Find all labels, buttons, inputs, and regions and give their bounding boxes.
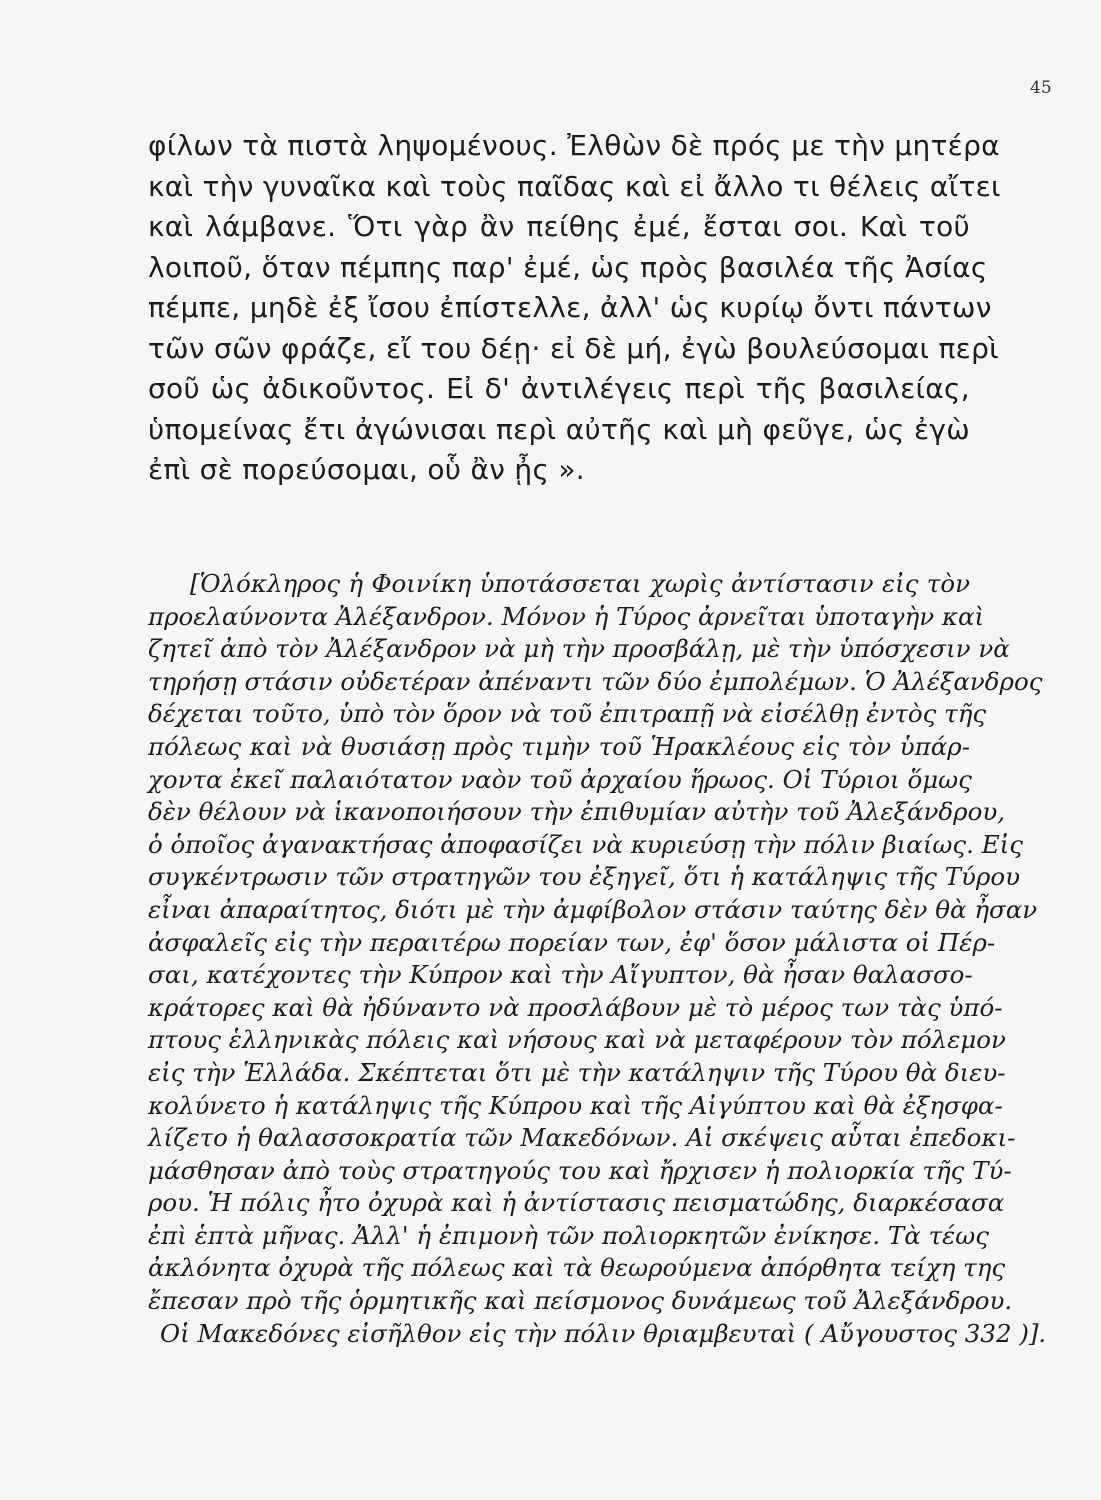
commentary-line: κράτορες καὶ θὰ ἠδύναντο νὰ προσλάβουν μὲ τὸ μέρος των τὰς ὑπό- (148, 992, 1003, 1022)
commentary-line: τηρήσῃ στάσιν οὐδετέραν ἀπέναντι τῶν δύο ἐμπολέμων. Ὁ Ἀλέξανδρος (148, 666, 1043, 696)
text-line: σοῦ ὡς ἀδικοῦντος. Εἰ δ' ἀντιλέγεις περὶ τῆς βασιλείας, (148, 372, 970, 405)
commentary-line: προελαύνοντα Ἀλέξανδρον. Μόνον ἡ Τύρος ἀρνεῖται ὑποταγὴν καὶ (148, 601, 985, 631)
commentary-line: εἰς τὴν Ἑλλάδα. Σκέπτεται ὅτι μὲ τὴν κατάληψιν τῆς Τύρου θὰ διευ- (148, 1057, 1006, 1087)
commentary-line: ρου. Ἡ πόλις ἦτο ὀχυρὰ καὶ ἡ ἀντίστασις πεισματώδης, διαρκέσασα (148, 1188, 1005, 1218)
text-line: ἐπὶ σὲ πορεύσομαι, οὗ ἂν ᾖς ». (148, 453, 586, 486)
commentary-line: μάσθησαν ἀπὸ τοὺς στρατηγούς του καὶ ἤρχισεν ἡ πολιορκία τῆς Τύ- (148, 1155, 1012, 1185)
commentary-line: ἀσφαλεῖς εἰς τὴν περαιτέρω πορείαν των, ἐφ' ὅσον μάλιστα οἱ Πέρ- (148, 927, 996, 957)
commentary-line: δὲν θέλουν νὰ ἱκανοποιήσουν τὴν ἐπιθυμίαν αὐτὴν τοῦ Ἀλεξάνδρου, (148, 797, 1005, 827)
commentary-line: χοντα ἐκεῖ παλαιότατον ναὸν τοῦ ἀρχαίου ἥρωος. Οἱ Τύριοι ὅμως (148, 764, 972, 794)
commentary-line: [Ὁλόκληρος ἡ Φοινίκη ὑποτάσσεται χωρὶς ἀντίστασιν εἰς τὸν (190, 569, 970, 598)
commentary-line: Οἱ Μακεδόνες εἰσῆλθον εἰς τὴν πόλιν θριαμβευταὶ ( Αὔγουστος 332 )]. (160, 1318, 1047, 1348)
commentary-line: συγκέντρωσιν τῶν στρατηγῶν του ἐξηγεῖ, ὅτι ἡ κατάληψις τῆς Τύρου (148, 862, 1020, 892)
quoted-text-block (148, 126, 1001, 491)
commentary-line: ὁ ὁποῖος ἀγανακτήσας ἀποφασίζει νὰ κυριεύσῃ τὴν πόλιν βιαίως. Εἰς (148, 829, 1023, 859)
text-line: φίλων τὰ πιστὰ ληψομένους. Ἐλθὼν δὲ πρός με τὴν μητέρα (148, 129, 1000, 162)
commentary-line: εἶναι ἀπαραίτητος, διότι μὲ τὴν ἀμφίβολον στάσιν ταύτης δὲν θὰ ἦσαν (148, 894, 1038, 924)
commentary-line: δέχεται τοῦτο, ὑπὸ τὸν ὅρον νὰ τοῦ ἐπιτραπῇ νὰ εἰσέλθῃ ἐντὸς τῆς (148, 699, 987, 729)
page-number: 45 (1030, 78, 1052, 98)
commentary-line: σαι, κατέχοντες τὴν Κύπρον καὶ τὴν Αἴγυπτον, θὰ ἦσαν θαλασσο- (148, 960, 973, 990)
commentary-line: κολύνετο ἡ κατάληψις τῆς Κύπρου καὶ τῆς Αἰγύπτου καὶ θὰ ἐξησφα- (148, 1090, 1003, 1120)
text-line: καὶ λάμβανε. Ὅτι γὰρ ἂν πείθης ἐμέ, ἔσται σοι. Καὶ τοῦ (148, 210, 970, 243)
commentary-line: λίζετο ἡ θαλασσοκρατία τῶν Μακεδόνων. Αἱ σκέψεις αὗται ἐπεδοκι- (148, 1123, 1016, 1153)
commentary-line: πτους ἑλληνικὰς πόλεις καὶ νήσους καὶ νὰ μεταφέρουν τὸν πόλεμον (148, 1025, 1006, 1055)
text-line: καὶ τὴν γυναῖκα καὶ τοὺς παῖδας καὶ εἰ ἄλλο τι θέλεις αἴτει (148, 169, 1001, 203)
commentary-line: ἐπὶ ἑπτὰ μῆνας. Ἀλλ' ἡ ἐπιμονὴ τῶν πολιορκητῶν ἐνίκησε. Τὰ τέως (148, 1220, 989, 1250)
text-line: τῶν σῶν φράζε, εἴ του δέῃ· εἰ δὲ μή, ἐγὼ βουλεύσομαι περὶ (148, 331, 999, 365)
commentary-line: ἀκλόνητα ὀχυρὰ τῆς πόλεως καὶ τὰ θεωρούμενα ἀπόρθητα τείχη της (148, 1253, 1006, 1283)
text-line: λοιποῦ, ὅταν πέμπης παρ' ἐμέ, ὡς πρὸς βασιλέα τῆς Ἀσίας (148, 250, 988, 284)
commentary-line: ἔπεσαν πρὸ τῆς ὁρμητικῆς καὶ πείσμονος δυνάμεως τοῦ Ἀλεξάνδρου. (148, 1286, 1013, 1316)
commentary-line: ζητεῖ ἀπὸ τὸν Ἀλέξανδρον νὰ μὴ τὴν προσβάλῃ, μὲ τὴν ὑπόσχεσιν νὰ (148, 634, 1010, 664)
commentary-block (148, 568, 1047, 1350)
text-line: ὑπομείνας ἔτι ἀγώνισαι περὶ αὐτῆς καὶ μὴ φεῦγε, ὡς ἐγὼ (148, 412, 970, 446)
commentary-line: πόλεως καὶ νὰ θυσιάσῃ πρὸς τιμὴν τοῦ Ἡρακλέους εἰς τὸν ὑπάρ- (148, 731, 970, 761)
text-line: πέμπε, μηδὲ ἐξ ἴσου ἐπίστελλε, ἀλλ' ὡς κυρίῳ ὄντι πάντων (148, 291, 992, 324)
